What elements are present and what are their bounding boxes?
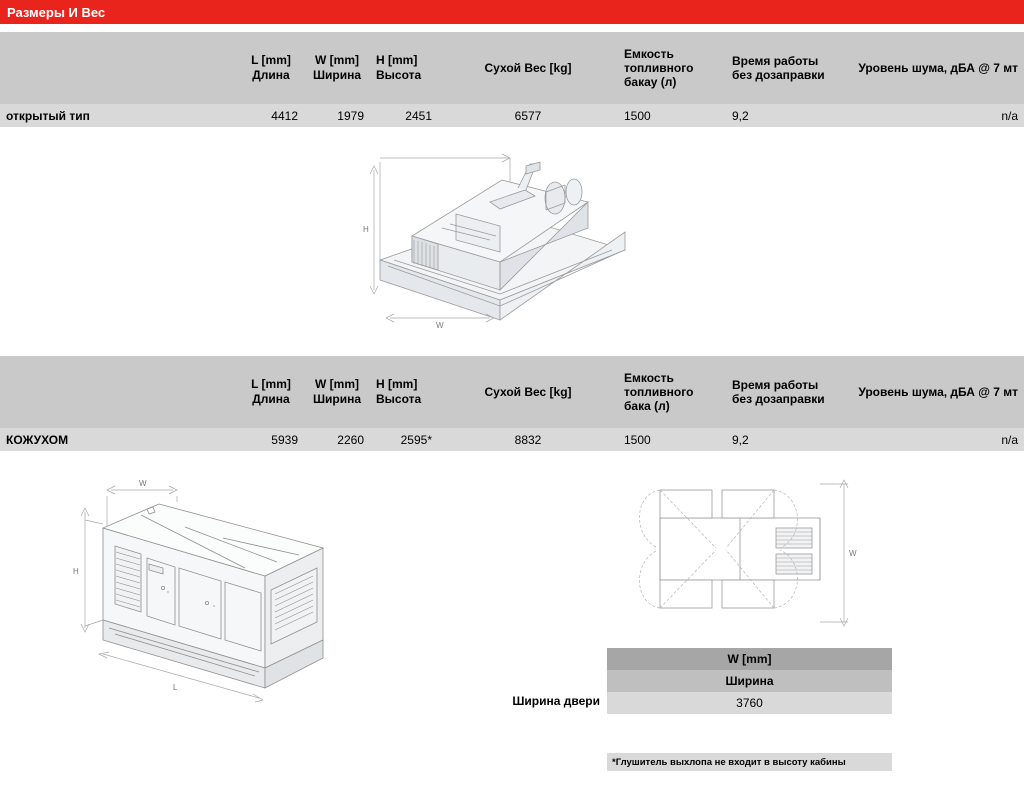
canopy-genset-drawing (55, 468, 385, 708)
header-width-unit: W [mm] (315, 53, 359, 67)
value-noise-level: n/a (831, 104, 1024, 127)
value-width: 2260 (304, 428, 370, 451)
door-width-label: Ширина двери (512, 694, 600, 708)
value-fuel-tank: 1500 (618, 104, 726, 127)
dimension-label-length: L (173, 683, 178, 692)
value-height: 2595* (370, 428, 438, 451)
header-width-unit: W [mm] (315, 377, 359, 391)
header-fuel-tank: Емкость топливного бака (л) (618, 356, 726, 428)
value-length: 5939 (238, 428, 304, 451)
table-row (0, 104, 1024, 127)
header-blank (0, 32, 238, 104)
value-length: 4412 (238, 104, 304, 127)
header-height (370, 32, 438, 104)
header-runtime: Время работы без дозаправки (726, 32, 831, 104)
door-width-table (607, 648, 892, 714)
value-height: 2451 (370, 104, 438, 127)
header-height-unit: H [mm] (376, 377, 418, 391)
table-header-row (0, 32, 1024, 104)
door-table-header-name-row (607, 670, 892, 692)
spec-table-open-type (0, 32, 1024, 127)
header-blank (0, 356, 238, 428)
page-title: Размеры И Вес (7, 4, 106, 20)
dimension-label-width: W (849, 549, 857, 558)
header-length-unit: L [mm] (251, 53, 291, 67)
door-header-name: Ширина (607, 670, 892, 692)
door-header-unit: W [mm] (607, 648, 892, 670)
dimension-label-height: H (73, 567, 79, 576)
header-length (238, 32, 304, 104)
table-header-row (0, 356, 1024, 428)
footnote-exhaust-silencer (607, 753, 892, 771)
header-runtime: Время работы без дозаправки (726, 356, 831, 428)
header-length (238, 356, 304, 428)
header-length-name: Длина (252, 68, 290, 82)
header-height-unit: H [mm] (376, 53, 418, 67)
value-noise-level: n/a (831, 428, 1024, 451)
header-width-name: Ширина (312, 392, 362, 406)
table-row (0, 428, 1024, 451)
door-table-value-row (607, 692, 892, 714)
row-label-open-type: открытый тип (0, 104, 238, 127)
open-type-genset-drawing (350, 140, 650, 330)
value-width: 1979 (304, 104, 370, 127)
dimension-label-width: W (436, 321, 444, 330)
section-title-bar (0, 0, 1024, 24)
header-height (370, 356, 438, 428)
spec-table-canopy (0, 356, 1024, 451)
header-height-name: Высота (376, 392, 422, 406)
header-dry-weight: Сухой Вес [kg] (438, 32, 618, 104)
value-runtime: 9,2 (726, 104, 831, 127)
door-width-value: 3760 (607, 692, 892, 714)
row-label-canopy: КОЖУХОМ (0, 428, 238, 451)
header-noise-level: Уровень шума, дБА @ 7 мт (831, 32, 1024, 104)
dimension-label-height: H (363, 225, 369, 234)
header-length-unit: L [mm] (251, 377, 291, 391)
header-width-name: Ширина (312, 68, 362, 82)
header-width (304, 32, 370, 104)
header-dry-weight: Сухой Вес [kg] (438, 356, 618, 428)
door-table-header-unit-row (607, 648, 892, 670)
footnote-text: *Глушитель выхлопа не входит в высоту кабины (612, 756, 846, 768)
value-dry-weight: 8832 (438, 428, 618, 451)
value-runtime: 9,2 (726, 428, 831, 451)
value-fuel-tank: 1500 (618, 428, 726, 451)
dimension-label-width: W (139, 479, 147, 488)
value-dry-weight: 6577 (438, 104, 618, 127)
header-length-name: Длина (252, 392, 290, 406)
door-swing-top-view-drawing (630, 470, 880, 645)
header-noise-level: Уровень шума, дБА @ 7 мт (831, 356, 1024, 428)
header-height-name: Высота (376, 68, 422, 82)
header-width (304, 356, 370, 428)
header-fuel-tank: Емкость топливного бакау (л) (618, 32, 726, 104)
